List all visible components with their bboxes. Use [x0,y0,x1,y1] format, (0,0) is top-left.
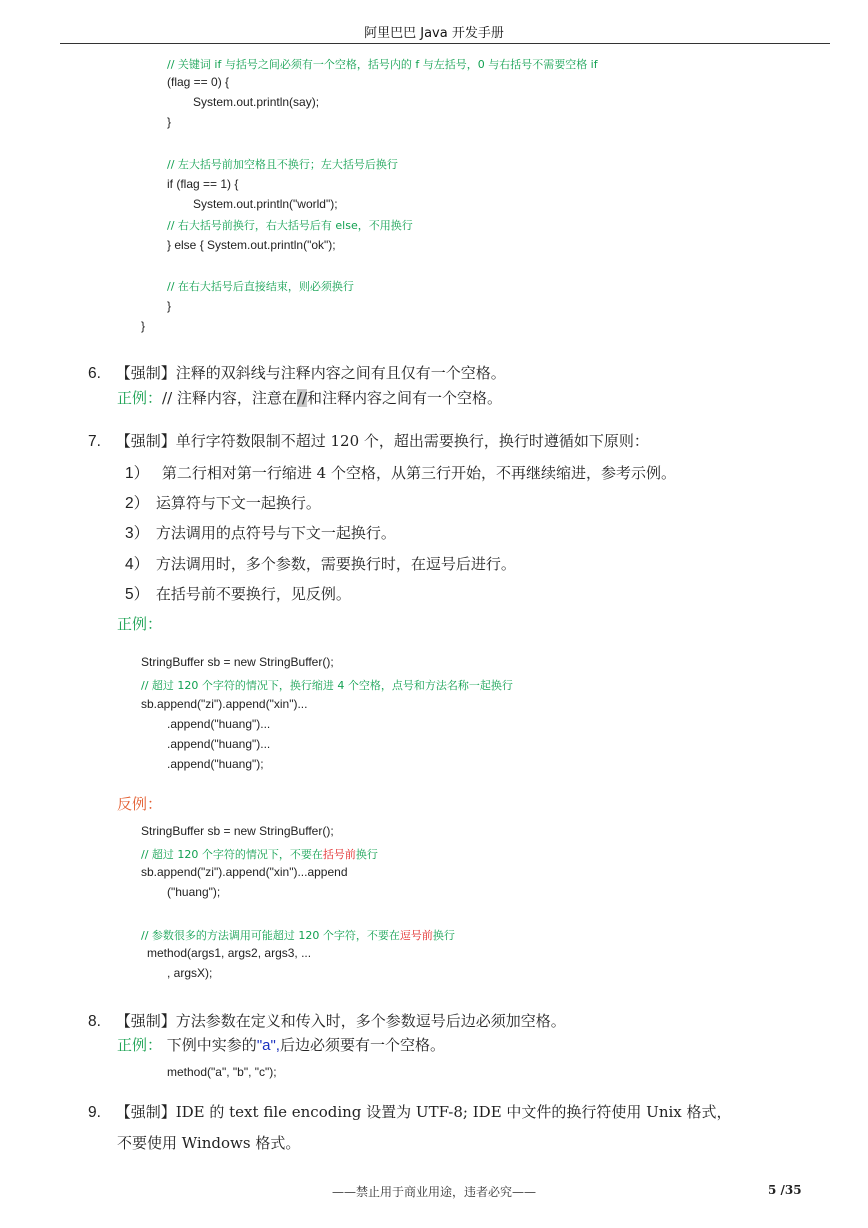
code-line: sb.append("zi").append("xin")... [141,697,308,711]
code-line: StringBuffer sb = new StringBuffer(); [141,655,334,669]
rule-text: 【强制】IDE 的 text file encoding 设置为 UTF-8; IDE 中文件的换行符使用 Unix 格式， [115,1103,732,1121]
code-line: System.out.println("world"); [193,197,338,211]
page-header-title: 阿里巴巴 Java 开发手册 [364,26,504,41]
example-text: 下例中实参的 [166,1036,257,1054]
sub-item-number: 2） [125,495,150,512]
example-text: // 注释内容，注意在 [162,389,297,407]
code-line: method("a", "b", "c"); [167,1065,277,1079]
sub-item [125,552,516,574]
comment-text: 换行 [432,929,455,942]
comment-text: 换行 [355,848,378,861]
sub-item-text: 方法调用时，多个参数，需要换行时，在逗号后进行。 [155,555,516,573]
code-comment: // 在右大括号后直接结束，则必须换行 [167,280,354,293]
rule-text: 【强制】方法参数在定义和传入时，多个参数逗号后边必须加空格。 [115,1012,566,1030]
code-comment: // 关键词 if 与括号之间必须有一个空格，括号内的 f 与左括号，0 与右括号不需要空格 if [167,58,598,71]
rule-number: 9. [88,1104,101,1121]
example-text: 和注释内容之间有一个空格。 [307,389,503,407]
code-line: if (flag == 1) { [167,177,239,191]
sub-item [125,491,321,513]
code-comment: // 超过 120 个字符的情况下，换行缩进 4 个空格，点号和方法名称一起换行 [141,679,513,692]
code-line: .append("huang")... [167,737,271,751]
example-highlight: "a", [256,1037,280,1054]
sub-item-number: 1） [125,465,150,482]
example-text: 后边必须要有一个空格。 [279,1036,445,1054]
sub-item-number: 5） [125,586,150,603]
page-number: 5 /35 [768,1183,802,1197]
code-line: sb.append("zi").append("xin")...append [141,865,348,879]
comment-highlight: 括号前 [322,848,356,861]
sub-item-text: 在括号前不要换行，见反例。 [155,585,351,603]
rule-number: 7. [88,433,101,450]
comment-highlight: 逗号前 [399,929,433,942]
code-line: } [141,319,146,333]
sub-item [125,461,676,483]
sub-item-text: 第二行相对第一行缩进 4 个空格，从第三行开始，不再继续缩进，参考示例。 [161,464,676,482]
rule-7 [88,430,649,451]
code-line: } [167,115,172,129]
sub-item-number: 4） [125,556,150,573]
rule-9-continuation: 不要使用 Windows 格式。 [117,1134,301,1152]
sub-item [125,582,351,604]
highlighted-slashes: // [296,389,308,407]
code-comment [141,927,455,943]
code-line: .append("huang"); [167,757,264,771]
rule-8-example [117,1034,445,1055]
negative-example-label: 反例： [117,795,163,813]
comment-text: // 参数很多的方法调用可能超过 120 个字符，不要在 [141,929,400,942]
sub-item-number: 3） [125,525,150,542]
code-line: ("huang"); [167,885,221,899]
code-line: method(args1, args2, args3, ... [147,946,312,960]
rule-8 [88,1010,566,1031]
rule-number: 8. [88,1013,101,1030]
code-line: (flag == 0) { [167,75,230,89]
footer-notice: ——禁止用于商业用途，违者必究—— [331,1185,536,1199]
code-comment: // 左大括号前加空格且不换行；左大括号后换行 [167,158,398,171]
positive-example-label: 正例： [117,615,163,633]
positive-example-label: 正例： [117,1036,163,1054]
code-line: System.out.println(say); [193,95,320,109]
rule-text: 【强制】注释的双斜线与注释内容之间有且仅有一个空格。 [115,364,506,382]
code-line: StringBuffer sb = new StringBuffer(); [141,824,334,838]
code-comment [141,846,378,862]
rule-text: 【强制】单行字符数限制不超过 120 个，超出需要换行，换行时遵循如下原则： [115,432,649,450]
comment-text: // 超过 120 个字符的情况下，不要在 [141,848,323,861]
rule-number: 6. [88,365,101,382]
code-line: } else { System.out.println("ok"); [167,238,336,252]
positive-example-label: 正例： [117,389,163,407]
rule-6 [88,362,506,383]
sub-item-text: 方法调用的点符号与下文一起换行。 [155,524,396,542]
sub-item-text: 运算符与下文一起换行。 [155,494,321,512]
sub-item [125,521,396,543]
header-divider [60,43,830,44]
rule-9 [88,1101,732,1122]
code-line: .append("huang")... [167,717,271,731]
code-comment: // 右大括号前换行，右大括号后有 else，不用换行 [167,219,413,232]
rule-6-example [117,387,502,408]
code-line: , argsX); [167,966,213,980]
code-line: } [167,299,172,313]
